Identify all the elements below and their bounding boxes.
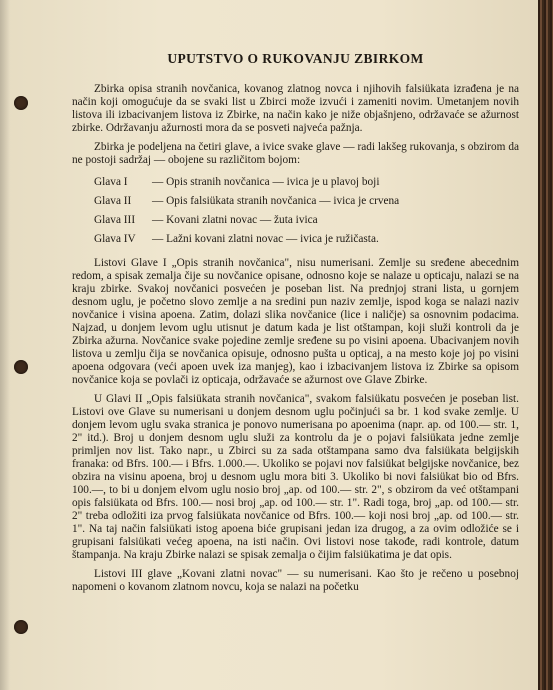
chapter-description: — Lažni kovani zlatni novac — ivica je ružičasta. <box>152 233 379 245</box>
intro-paragraph: Zbirka opisa stranih novčanica, kovanog zlatnog novca i njihovih falsiükata izrađena je na način koji omogućuje da se svaki list u Zbirci može izvući i zameniti novim. Umetanjem novih listova ili izbacivanjem listova iz Zbirke, na način kako je niže objašnjeno, održavaće se ažurnost zbirke. Održavanju ažurnosti mora da se posveti najveća pažnja. <box>72 83 519 134</box>
chapter-item <box>94 173 519 192</box>
chapter-three-paragraph: Listovi III glave „Kovani zlatni novac" — su numerisani. Kao što je rečeno u posebnoj napomeni o kovanom zlatnom novcu, koja se nalazi na početku <box>72 568 519 593</box>
chapter-label: Glava IV <box>94 233 136 245</box>
chapters-intro-paragraph: Zbirka je podeljena na četiri glave, a ivice svake glave — radi lakšeg rukovanja, s obzirom da ne postoji sadržaj — obojene su različitom bojom: <box>72 141 519 166</box>
binder-hole <box>14 620 28 634</box>
chapter-list <box>94 173 519 249</box>
chapter-description: — Opis stranih novčanica — ivica je u plavoj boji <box>152 176 380 188</box>
chapter-description: — Kovani zlatni novac — žuta ivica <box>152 214 318 226</box>
chapter-item <box>94 230 519 249</box>
page-binding-shadow <box>0 0 10 690</box>
chapter-item <box>94 192 519 211</box>
page-title: UPUTSTVO O RUKOVANJU ZBIRKOM <box>167 51 424 66</box>
chapter-label: Glava I <box>94 176 128 188</box>
chapter-one-paragraph: Listovi Glave I „Opis stranih novčanica", nisu numerisani. Zemlje su sređene abecednim redom, a spisak zemalja čije su novčanice opisane, odnosno koje se nalaze u opticaju, nalazi se na kraju zbirke. Svakoj novčanici posvećen je poseban list. Na prednjoj strani lista, u gornjem desnom uglu, je početno slovo zemlje a na sredini pun naziv zemlje, ispod koga se nalazi naziv novčanice i visina apoena. Zatim, dolazi slika novčanice (lice i naličje) sa osnovnim podacima. Najzad, u donjem levom uglu utisnut je datum kada je list otštampan, koji služi kontroli da je Zbirka ažurna. Novčanice svake pojedine zemlje sređene su po visini apoena. Ubacivanjem novih listova u zemlju čija se novčanica opisuje, odnosno pušta u opticaj, a na mesto koje joj po visini apoena odgovara (veći apoen uvek iza manjeg), kao i izbacivanjem listova iz Zbirke sa opisom novčanice koja se povlači iz opticaja, održavaće se ažurnost ove Glave Zbirke. <box>72 257 519 386</box>
chapter-two-paragraph: U Glavi II „Opis falsiükata stranih novčanica", svakom falsiükatu posvećen je poseban list. Listovi ove Glave su numerisani u donjem desnom uglu počinjući sa br. 1 kod svake zemlje. U donjem levom uglu svaka stranica je ponovo numerisana po apoenima (napr. ap. od 100.— str. 1, 2" itd.). Broj u donjem desnom uglu služi za kontrolu da je o pojavi falsiükata jedne zemlje primljen nov list. Tako napr., u Zbirci su za sada otštampana samo dva falsiükata belgijskih franaka: od Bfrs. 100.— i Bfrs. 1.000.—. Ukoliko se pojavi nov falsiükat belgijske novčanice, bez obzira na visinu apoena, broj u desnom uglu mora biti 3. Ukoliko bi novi falsiükat bio od Bfrs. 100.—, to bi u donjem elvom uglu nosio broj „ap. od 100.— str. 2", s obzirom da već otštampani opis falsiükata od Bfrs. 100.— nosi broj „ap. od 100.— str. 1". Radi toga, broj „ap. od 100.— str. 2" treba odložiti iza prvog falsiükata novčanice od Bfrs. 100.— koji nosi broj „ap. od 100.— str. 1". Na taj način falsiükati istog apoena biće grupisani jedan iza drugog, a za ovim odložiće se i grupisani falsiükati većeg apoena, na isti način. Ovi listovi nose takođe, radi kontrole, datum štampanja. Na kraju Zbirke nalazi se spisak zemalja o čijim falsiükatima je dat opis. <box>72 393 519 561</box>
binder-page-edges <box>538 0 553 690</box>
chapter-label: Glava II <box>94 195 132 207</box>
chapter-description: — Opis falsiükata stranih novčanica — ivica je crvena <box>152 195 400 207</box>
chapter-label: Glava III <box>94 214 136 226</box>
page-content <box>72 52 519 600</box>
binder-hole <box>14 96 28 110</box>
chapter-item <box>94 211 519 230</box>
binder-hole <box>14 360 28 374</box>
